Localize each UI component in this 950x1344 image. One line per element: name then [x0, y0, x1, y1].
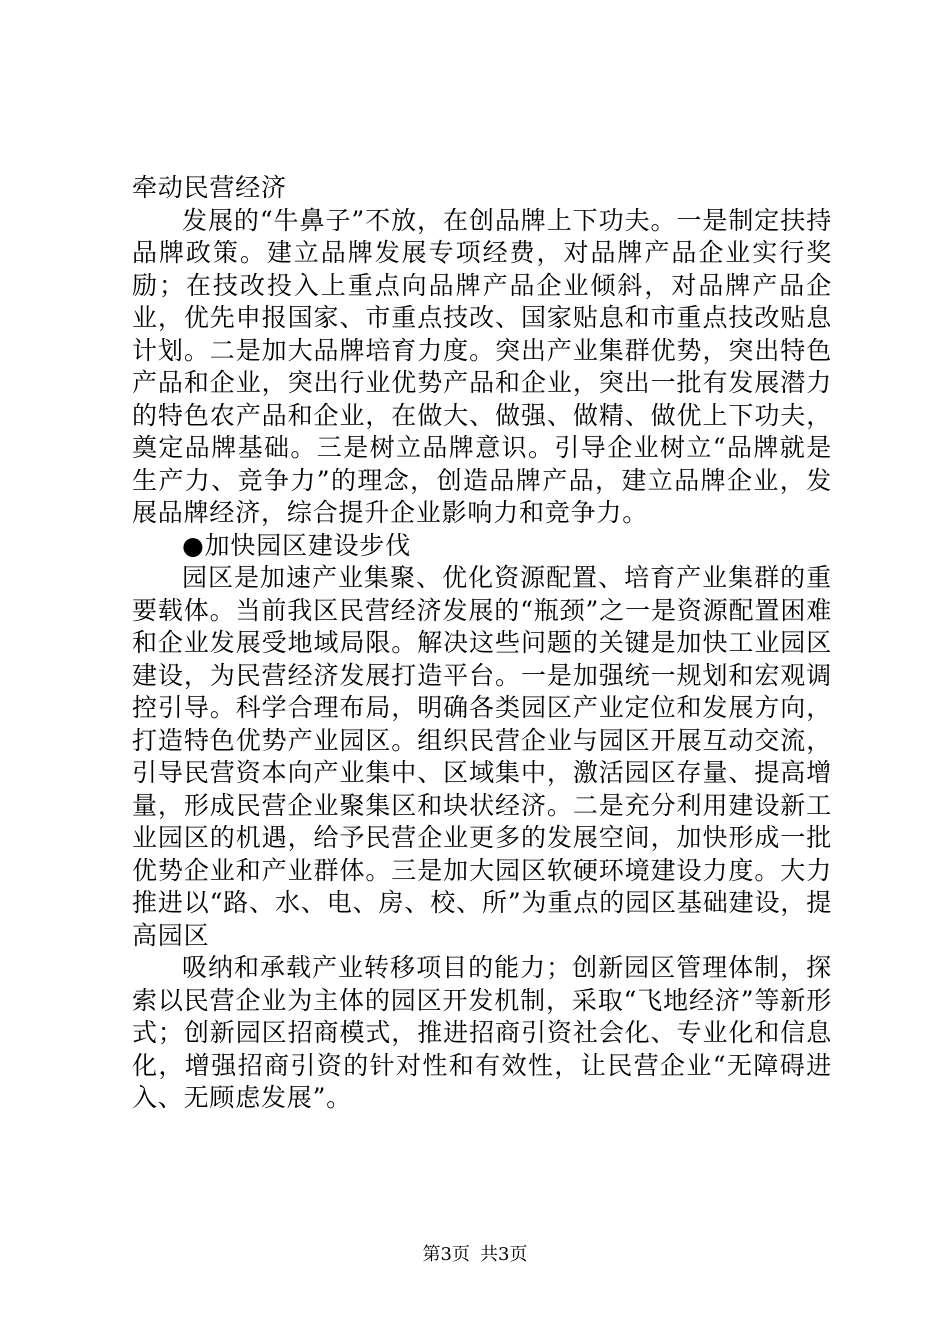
paragraph-brand-strategy: 发展的“牛鼻子”不放，在创品牌上下功夫。一是制定扶持品牌政策。建立品牌发展专项经费，对品牌产品企业实行奖励；在技改投入上重点向品牌产品企业倾斜，对品牌产品企业，优先申报国家、市重点技改、国家贴息和市重点技改贴息计划。二是加大品牌培育力度。突出产业集群优势，突出特色产品和企业，突出行业优势产品和企业，突出一批有发展潜力的特色农产品和企业，在做大、做强、做精、做优上下功夫，奠定品牌基础。三是树立品牌意识。引导企业树立“品牌就是生产力、竞争力”的理念，创造品牌产品，建立品牌企业，发展品牌经济，综合提升企业影响力和竞争力。 [132, 205, 832, 527]
page-number-current: 第3页 [422, 1244, 470, 1265]
document-body [132, 172, 832, 1115]
section-heading-industrial-park: ●加快园区建设步伐 [182, 530, 412, 560]
page-number-total: 共3页 [480, 1244, 528, 1265]
paragraph-park-management: 吸纳和承载产业转移项目的能力；创新园区管理体制，探索以民营企业为主体的园区开发机制，采取“飞地经济”等新形式；创新园区招商模式，推进招商引资社会化、专业化和信息化，增强招商引资的针对性和有效性，让民营企业“无障碍进入、无顾虑发展”。 [132, 953, 832, 1112]
page-footer [0, 1243, 950, 1267]
paragraph-heading-continuation: 牵动民营经济 [132, 173, 287, 202]
paragraph-park-construction: 园区是加速产业集聚、优化资源配置、培育产业集群的重要载体。当前我区民营经济发展的“瓶颈”之一是资源配置困难和企业发展受地域局限。解决这些问题的关键是加快工业园区建设，为民营经济发展打造平台。一是加强统一规划和宏观调控引导。科学合理布局，明确各类园区产业定位和发展方向，打造特色优势产业园区。组织民营企业与园区开展互动交流，引导民营资本向产业集中、区域集中，激活园区存量、提高增量，形成民营企业聚集区和块状经济。二是充分利用建设新工业园区的机遇，给予民营企业更多的发展空间，加快形成一批优势企业和产业群体。三是加大园区软硬环境建设力度。大力推进以“路、水、电、房、校、所”为重点的园区基础建设，提高园区 [132, 563, 832, 950]
